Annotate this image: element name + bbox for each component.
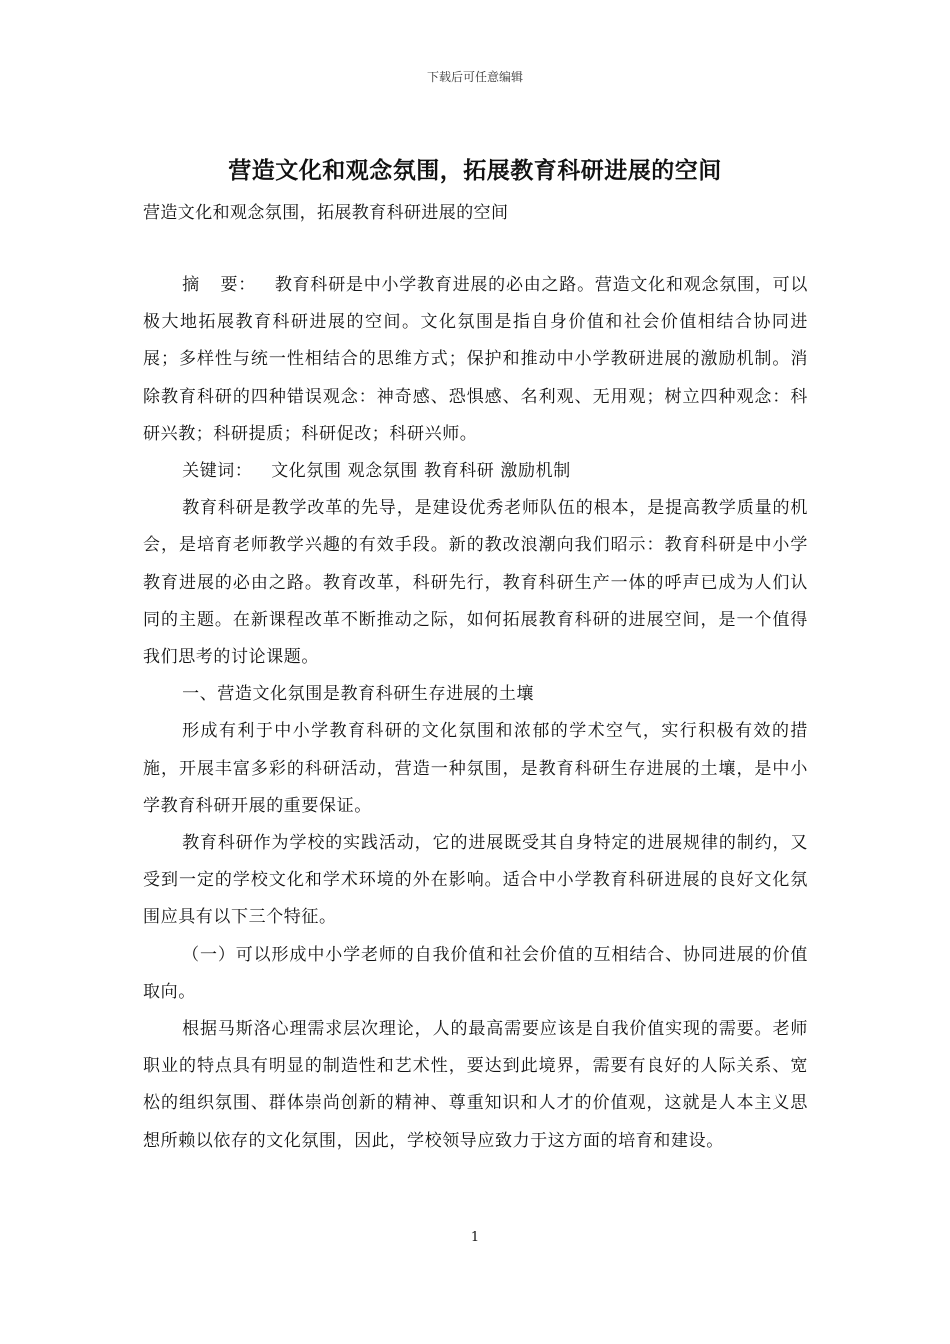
- header-note: 下载后可任意编辑: [426, 70, 523, 84]
- abstract-text: 教育科研是中小学教育进展的必由之路。营造文化和观念氛围，可以极大地拓展教育科研进展的空间。文化氛围是指自身价值和社会价值相结合协同进展；多样性与统一性相结合的思维方式；保护和推动中小学教研进展的激励机制。消除教育科研的四种错误观念：神奇感、恐惧感、名利观、无用观；树立四种观念：科研兴教；科研提质；科研促改；科研兴师。: [143, 275, 808, 444]
- abstract-paragraph: [143, 267, 808, 453]
- paragraph-section-1b: 教育科研作为学校的实践活动，它的进展既受其自身特定的进展规律的制约，又受到一定的学校文化和学术环境的外在影响。适合中小学教育科研进展的良好文化氛围应具有以下三个特征。: [143, 833, 808, 928]
- paragraph-section-1a: 形成有利于中小学教育科研的文化氛围和浓郁的学术空气，实行积极有效的措施，开展丰富多彩的科研活动，营造一种氛围，是教育科研生存进展的土壤，是中小学教育科研开展的重要保证。: [143, 721, 808, 816]
- abstract-label-part-b: 要：: [220, 275, 256, 295]
- subsection-heading-1: （一）可以形成中小学老师的自我价值和社会价值的互相结合、协同进展的价值取向。: [143, 944, 808, 1002]
- section-heading-1: 一、营造文化氛围是教育科研生存进展的土壤: [182, 684, 535, 705]
- document-title: 营造文化和观念氛围，拓展教育科研进展的空间: [228, 157, 722, 184]
- document-body: [143, 267, 808, 1160]
- paragraph-intro: 教育科研是教学改革的先导，是建设优秀老师队伍的根本，是提高教学质量的机会，是培育老师教学兴趣的有效手段。新的教改浪潮向我们昭示：教育科研是中小学教育进展的必由之路。教育改革，科研先行，教育科研生产一体的呼声已成为人们认同的主题。在新课程改革不断推动之际，如何拓展教育科研的进展空间，是一个值得我们思考的讨论课题。: [143, 498, 808, 668]
- paragraph-subsection-1: 根据马斯洛心理需求层次理论，人的最高需要应该是自我价值实现的需要。老师职业的特点具有明显的制造性和艺术性，要达到此境界，需要有良好的人际关系、宽松的组织氛围、群体崇尚创新的精神、尊重知识和人才的价值观，这就是人本主义思想所赖以依存的文化氛围，因此，学校领导应致力于这方面的培育和建设。: [143, 1019, 808, 1151]
- document-subtitle: 营造文化和观念氛围，拓展教育科研进展的空间: [143, 203, 509, 223]
- keywords-text: 文化氛围 观念氛围 教育科研 激励机制: [271, 461, 571, 482]
- abstract-label: [182, 275, 256, 295]
- abstract-label-part-a: 摘: [182, 275, 200, 295]
- page-number: 1: [470, 1230, 480, 1245]
- keywords-paragraph: [143, 453, 808, 490]
- keywords-label: 关键词：: [182, 461, 253, 482]
